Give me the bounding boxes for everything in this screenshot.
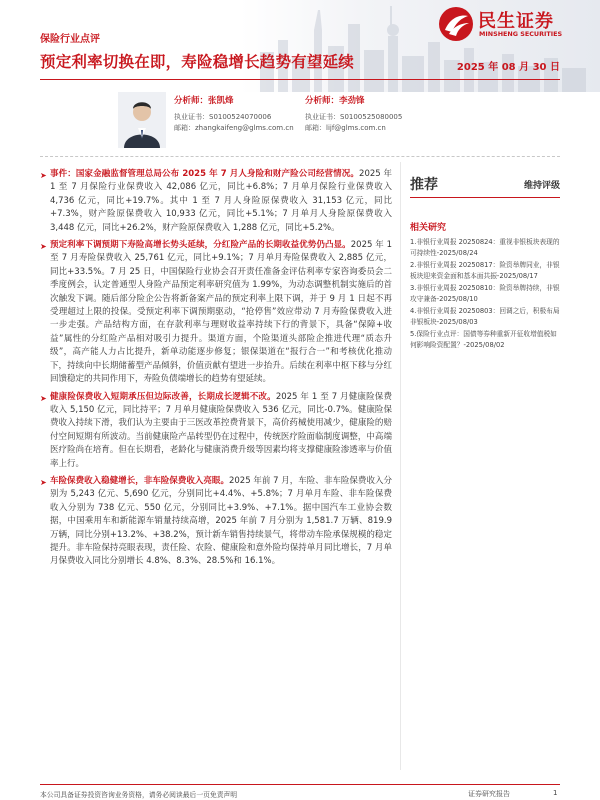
meta-divider xyxy=(40,156,560,157)
rating-value: 推荐 xyxy=(410,177,438,193)
related-research-item[interactable]: 1.非银行业周报 20250824：重视非银板块表现的可持续性-2025/08/24 xyxy=(410,238,560,257)
analyst-license-2: 执业证书：S0100525080005 xyxy=(305,113,403,121)
logo-text-en: MINSHENG SECURITIES xyxy=(479,30,563,38)
paragraph-health-insurance: ➤ 健康险保费收入短期承压但边际改善，长期成长逻辑不改。2025 年 1 至 7 月健康险保费收入 5,150 亿元，同比持平；7 月单月健康险保费收入 536 亿元，同比-0.7%。健康险保费收入持续下滑，我们认为主要由于三医改革控费背景下，高价药械使用减少，健康险的赔付空间短期有所波动。当前健康险产品转型仍在过程中，传统医疗险面临制度调整，中高端医疗险尚在培育。但在长期看，老龄化与健康消费升级等因素均将支撑健康险渗透率与价值率上行。 xyxy=(40,391,392,469)
top-banner xyxy=(0,0,600,92)
bullet-arrow-icon: ➤ xyxy=(40,242,47,252)
bullet-arrow-icon: ➤ xyxy=(40,477,47,487)
rating-status: 维持评级 xyxy=(523,181,560,191)
related-research-item[interactable]: 2.非银行业周报 20250817：险资举牌同业，非银板块迎来资金面和基本面共振-2025/08/17 xyxy=(410,261,560,280)
analyst-name-1: 分析师：张凯烽 xyxy=(174,96,234,106)
analyst-email-1[interactable]: 邮箱：zhangkaifeng@glms.com.cn xyxy=(174,124,294,132)
report-title: 预定利率切换在即，寿险稳增长趋势有望延续 xyxy=(40,53,355,71)
disclaimer-note: 本公司具备证券投资咨询业务资格，请务必阅读最后一页免责声明 xyxy=(40,791,238,799)
minsheng-logo xyxy=(438,6,588,44)
footer-report-label: 证券研究报告 xyxy=(468,790,510,798)
page-number: 1 xyxy=(553,789,558,797)
related-research-item[interactable]: 5.保险行业点评：国债等券种重新开征收增值税如何影响险资配置？-2025/08/02 xyxy=(410,330,557,349)
paragraph-auto-insurance: ➤ 车险保费收入稳健增长，非车险保费收入亮眼。2025 年前 7 月，车险、非车险保费收入分别为 5,243 亿元、5,690 亿元，分别同比+4.4%、+5.8%；7 月单月车险、非车险保费收入分别为 738 亿元、550 亿元，分别同比+3.9%、+7.1%。据中国汽车工业协会数据，中国乘用车和新能源车销量持续高增，2025 年前 7 月分别为 1,581.7 万辆、819.9 万辆，同比分别+13.2%、+38.2%，预计新车销售持续景气，将带动车险承保规模的稳定提升。非车险保持亮眼表现，责任险、农险、健康险和意外险均保持单月同比增长，7 月单月保费收入同比分别增长 4.8%、8.3%、28.5%和 16.1%。 xyxy=(40,475,392,567)
analyst-license-1: 执业证书：S0100524070006 xyxy=(174,113,272,121)
report-date: 2025 年 08 月 30 日 xyxy=(456,62,560,73)
related-research-item[interactable]: 3.非银行业周报 20250810：险资举牌持续，非银攻守兼备-2025/08/10 xyxy=(410,284,560,303)
report-type: 保险行业点评 xyxy=(40,34,100,45)
analyst-name-2: 分析师：李劲锋 xyxy=(305,96,365,106)
rating-row xyxy=(410,170,560,198)
analyst-card-1 xyxy=(174,96,294,134)
analyst-photo xyxy=(118,92,166,148)
analyst-portrait-icon xyxy=(118,92,166,148)
related-research-title: 相关研究 xyxy=(410,223,447,233)
column-divider xyxy=(400,162,401,770)
paragraph-event: ➤ 事件：国家金融监督管理总局公布 2025 年 7 月人身险和财产险公司经营情况。2025 年 1 至 7 月保险行业保费收入 42,086 亿元，同比+6.8%；7 月单月保险行业保费收入 4,736 亿元，同比+19.7%。其中 1 至 7 月人身险原保费收入 31,153 亿元，同比+7.3%，财产险原保费收入 10,933 亿元，同比+5.1%；7 月单月人身险原保费收入 3,448 亿元，同比+26.2%，财产险原保费收入 1,288 亿元，同比+5.2%。 xyxy=(40,169,392,233)
title-divider xyxy=(40,79,560,80)
paragraph-life-insurance: ➤ 预定利率下调预期下寿险高增长势头延续，分红险产品的长期收益优势仍凸显。2025 年 1 至 7 月寿险保费收入 25,761 亿元，同比+9.1%；7 月单月寿险保费收入 2,885 亿元，同比+33.5%。7 月 25 日，中国保险行业协会召开责任准备金评估利率专家咨询委员会二季度例会，认定普通型人身险产品预定利率研究值为 1.99%，为动态调整机制实施后的首次触发下调。随后部分险企公告将新备案产品的预定利率上限下调，并于 9 月 1 日起不再受理超过上限的投保。受预定利率下调预期驱动，“抢停售”效应带动 7 月寿险保费收入进一步走强。产品结构方面，在存款利率与理财收益率持续下行的背景下，具备“保障+收益”属性的分红险产品相对吸引力提升。渠道方面，个险渠道头部险企推进代理“质态升级”，高产能人力占比提升，新单动能逐步修复；银保渠道在“报行合一”和考核优化推动下，持续向中长期储蓄型产品倾斜，价值贡献有望进一步抬升。后续在利率中枢下移与分红回馈稳定的共同作用下，寿险负债端增长的趋势有望延续。 xyxy=(40,240,392,385)
analyst-card-2 xyxy=(305,96,402,134)
minsheng-logo-mark-icon xyxy=(438,6,474,42)
report-body xyxy=(40,168,392,573)
sidebar xyxy=(410,170,560,352)
bullet-arrow-icon: ➤ xyxy=(40,171,47,180)
related-research-item[interactable]: 4.非银行业周报 20250803：回调之后，积极布局非银板块-2025/08/03 xyxy=(410,307,560,326)
bullet-arrow-icon: ➤ xyxy=(40,393,47,403)
analyst-email-2[interactable]: 邮箱：lijf@glms.com.cn xyxy=(305,124,386,132)
footer-divider xyxy=(40,784,560,785)
logo-text-cn: 民生证券 xyxy=(478,11,554,32)
